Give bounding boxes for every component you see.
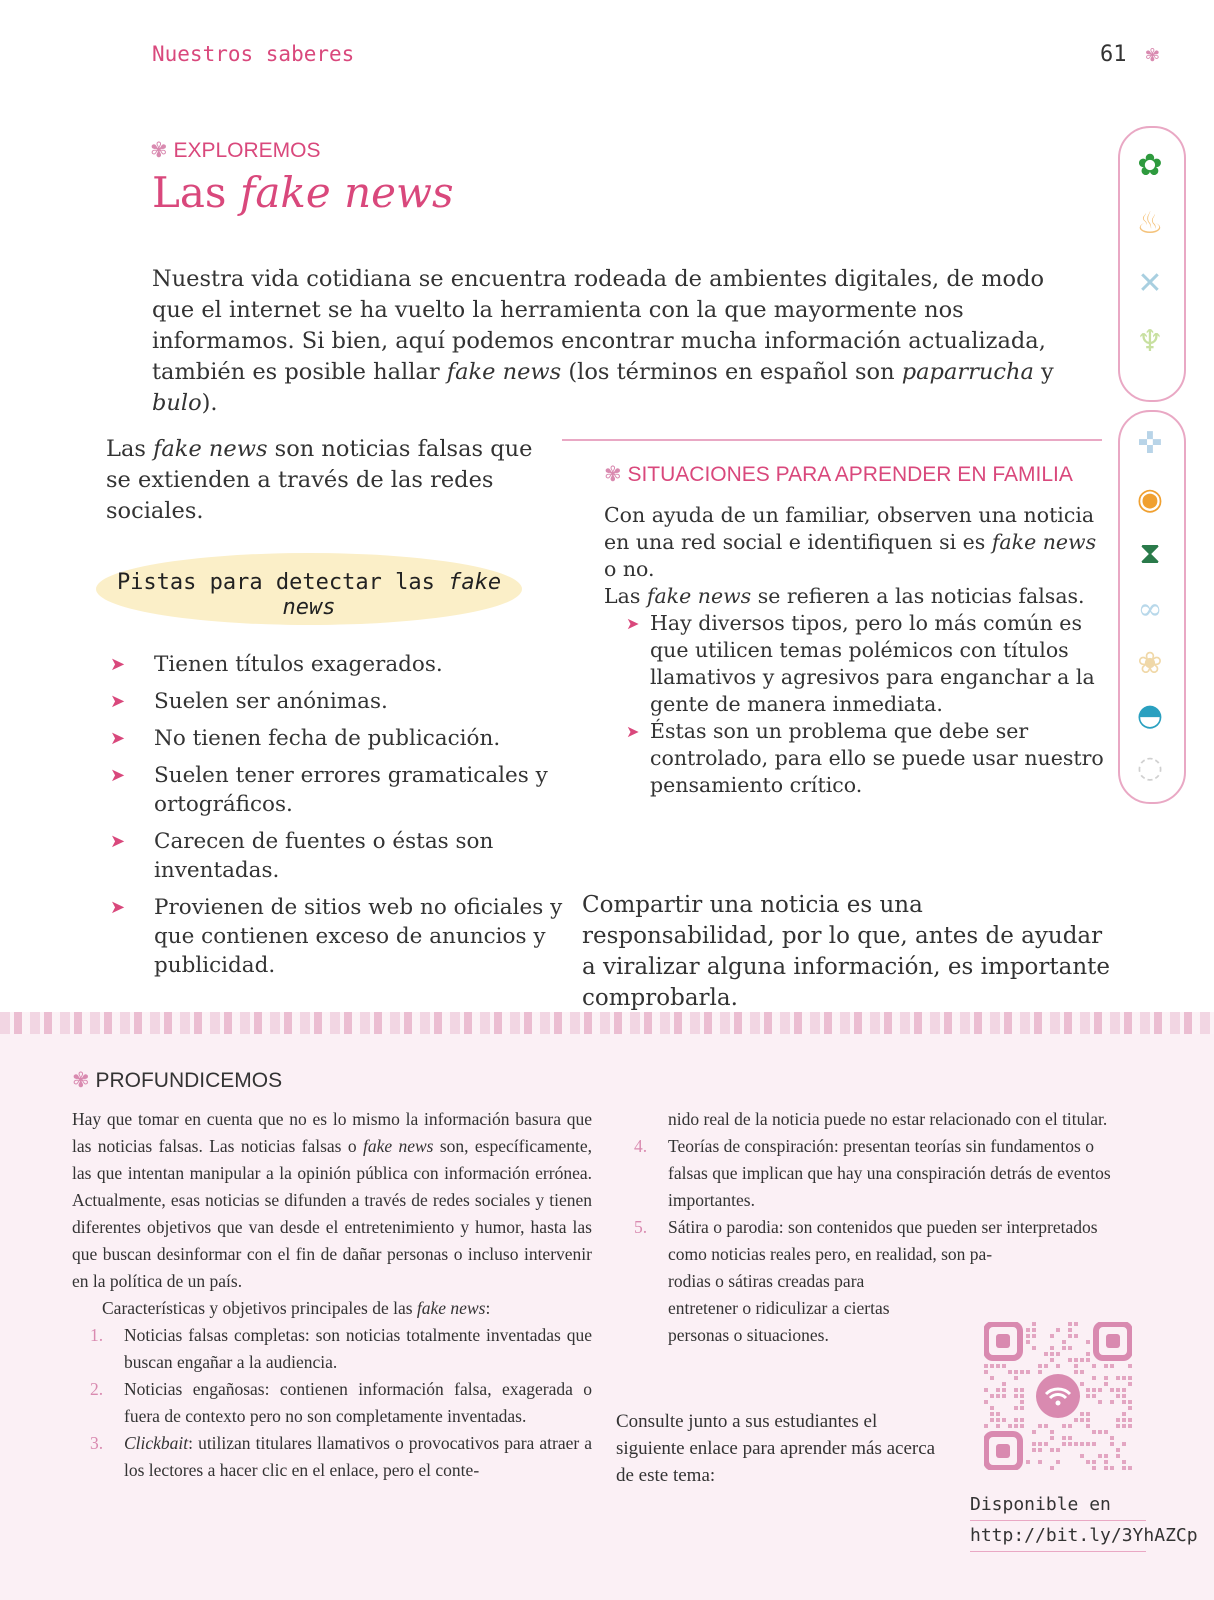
qr-module xyxy=(1056,1328,1060,1332)
qr-module xyxy=(1020,1424,1024,1428)
qr-module xyxy=(1080,1418,1084,1422)
qr-module xyxy=(1110,1442,1114,1446)
list-item-text: : utilizan titulares llamativos o provocativos para atraer a los lectores a hacer clic en el enlace, pero el conte- xyxy=(124,1433,592,1480)
qr-module xyxy=(1092,1394,1096,1398)
qr-module xyxy=(1038,1424,1042,1428)
family-paragraph-1 xyxy=(604,502,1104,583)
qr-module xyxy=(1032,1430,1036,1434)
qr-module xyxy=(1050,1346,1054,1350)
deepen-column-right xyxy=(630,1106,1130,1349)
qr-module xyxy=(996,1364,1000,1368)
qr-module xyxy=(1074,1322,1078,1326)
list-item-text: Noticias engañosas: contienen información falsa, exagerada o fuera de contexto pero no son completamente inventadas. xyxy=(124,1379,592,1426)
qr-module xyxy=(1002,1418,1006,1422)
qr-module xyxy=(1062,1424,1066,1428)
qr-module xyxy=(1008,1424,1012,1428)
qr-module xyxy=(1032,1448,1036,1452)
fam-p2b: se refieren a las noticias falsas. xyxy=(751,584,1085,608)
intro-text-3: ). xyxy=(201,390,218,416)
qr-module xyxy=(1002,1382,1006,1386)
qr-module xyxy=(1086,1460,1090,1464)
deep-p1b: son, específicamente, las que intentan manipular a la opinión pública con información errónea. Actualmente, esas noticias se difunden a través de redes sociales y tienen diferentes objetivos que van desde el entretenimiento y humor, hasta las que buscan desinformar con el fin de dañar personas o incluso intervenir en la política de un país. xyxy=(72,1136,592,1291)
intro-fake: fake news xyxy=(446,359,562,385)
qr-module xyxy=(1074,1358,1078,1362)
qr-module xyxy=(1026,1340,1030,1344)
qr-module xyxy=(1068,1424,1072,1428)
qr-code[interactable] xyxy=(984,1322,1132,1470)
list-item xyxy=(106,761,566,819)
clues-heading xyxy=(96,570,522,620)
qr-module xyxy=(1026,1370,1030,1374)
qr-module xyxy=(1116,1376,1120,1380)
share-paragraph: Compartir una noticia es una responsabilidad, por lo que, antes de ayudar a viralizar alguna información, es importante comprobarla. xyxy=(582,892,1111,1011)
list-item xyxy=(604,718,1104,799)
people-icon: ✕ xyxy=(1137,266,1163,301)
qr-module xyxy=(1128,1466,1132,1470)
qr-module xyxy=(1116,1448,1120,1452)
qr-module xyxy=(1074,1418,1078,1422)
qr-module xyxy=(1092,1466,1096,1470)
qr-module xyxy=(1116,1394,1120,1398)
qr-module xyxy=(1002,1364,1006,1368)
qr-module xyxy=(1092,1460,1096,1464)
qr-module xyxy=(1122,1394,1126,1398)
qr-module xyxy=(1080,1454,1084,1458)
qr-module xyxy=(1116,1424,1120,1428)
qr-module xyxy=(1068,1322,1072,1326)
family-divider xyxy=(562,439,1102,441)
qr-module xyxy=(1050,1334,1054,1338)
arrow-icon: ➤ xyxy=(110,691,126,712)
qr-module xyxy=(1014,1370,1018,1374)
qr-module xyxy=(1092,1376,1096,1380)
qr-module xyxy=(1122,1412,1126,1416)
qr-module xyxy=(1104,1430,1108,1434)
qr-module xyxy=(1080,1370,1084,1374)
qr-module xyxy=(1014,1418,1018,1422)
qr-module xyxy=(1068,1442,1072,1446)
list-item-text: Carecen de fuentes o éstas son inventadas. xyxy=(154,829,494,883)
family-label xyxy=(604,462,1073,487)
qr-module xyxy=(1080,1382,1084,1386)
def-pre: Las xyxy=(106,436,154,462)
qr-module xyxy=(1122,1460,1126,1464)
qr-module xyxy=(996,1424,1000,1428)
qr-module xyxy=(1008,1370,1012,1374)
deepen-paragraph-1 xyxy=(72,1106,592,1295)
list-item-text: Provienen de sitios web no oficiales y que contienen exceso de anuncios y publicidad. xyxy=(154,895,563,978)
list-item xyxy=(72,1322,592,1376)
family-paragraph-2 xyxy=(604,583,1104,610)
decorative-border xyxy=(0,1012,1214,1034)
qr-module xyxy=(1122,1466,1126,1470)
list-item-text: Sátira o parodia: son contenidos que pueden ser interpretados como noticias reales pero, en realidad, son pa- xyxy=(668,1217,1098,1264)
qr-module xyxy=(1110,1388,1114,1392)
figure-icon: ♨ xyxy=(1136,206,1164,241)
flower-icon: ✾ xyxy=(150,139,168,162)
qr-module xyxy=(1020,1370,1024,1374)
deep-p2b: : xyxy=(485,1298,491,1318)
clues-heading-fake: fake news xyxy=(282,570,502,620)
list-item-text: Teorías de conspiración: presentan teorías sin fundamentos o falsas que implican que hay una conspiración detrás de eventos importantes. xyxy=(668,1136,1111,1210)
explore-label-text: EXPLOREMOS xyxy=(173,139,321,162)
qr-module xyxy=(1074,1334,1078,1338)
qr-module xyxy=(1122,1418,1126,1422)
fam-p1b: o no. xyxy=(604,557,655,581)
intro-y: y xyxy=(1033,359,1054,385)
qr-module xyxy=(1068,1328,1072,1332)
qr-module xyxy=(1086,1388,1090,1392)
qr-module xyxy=(1128,1382,1132,1386)
qr-module xyxy=(1038,1364,1042,1368)
qr-module xyxy=(1098,1454,1102,1458)
qr-module xyxy=(1122,1442,1126,1446)
qr-module xyxy=(1086,1442,1090,1446)
page-number xyxy=(1100,42,1159,67)
deep-p1-fake: fake news xyxy=(362,1136,434,1156)
qr-module xyxy=(1116,1454,1120,1458)
qr-module xyxy=(1128,1406,1132,1410)
qr-module xyxy=(1104,1382,1108,1386)
qr-module xyxy=(1038,1448,1042,1452)
qr-module xyxy=(990,1418,994,1422)
list-item xyxy=(106,724,566,753)
clickbait-term: Clickbait xyxy=(124,1433,189,1453)
page-number-text: 61 xyxy=(1100,42,1127,67)
clues-list xyxy=(106,650,566,988)
qr-module xyxy=(990,1376,994,1380)
qr-module xyxy=(1080,1358,1084,1362)
qr-module xyxy=(1056,1448,1060,1452)
qr-module xyxy=(984,1364,988,1368)
qr-module xyxy=(1050,1358,1054,1362)
qr-module xyxy=(1038,1442,1042,1446)
deepen-paragraph-2 xyxy=(72,1295,592,1322)
flower-icon: ✾ xyxy=(604,463,622,486)
deepen-label xyxy=(72,1068,282,1093)
qr-module xyxy=(1044,1352,1048,1356)
fam-p1-fake: fake news xyxy=(991,530,1097,554)
qr-module xyxy=(996,1388,1000,1392)
qr-module xyxy=(1026,1334,1030,1338)
qr-module xyxy=(990,1412,994,1416)
list-item-text: Suelen ser anónimas. xyxy=(154,689,388,714)
availability-label: Disponible en xyxy=(970,1490,1146,1521)
qr-module xyxy=(1014,1376,1018,1380)
qr-module xyxy=(1128,1424,1132,1428)
intro-text-2: (los términos en español son xyxy=(561,359,902,385)
qr-module xyxy=(984,1424,988,1428)
qr-module xyxy=(1086,1424,1090,1428)
qr-module xyxy=(1038,1460,1042,1464)
list-number: 1. xyxy=(90,1325,104,1345)
qr-module xyxy=(1026,1328,1030,1332)
qr-module xyxy=(990,1364,994,1368)
family-list xyxy=(604,610,1104,799)
list-item-text: Éstas son un problema que debe ser controlado, para ello se puede usar nuestro pensamiento crítico. xyxy=(650,719,1104,797)
arrow-icon: ➤ xyxy=(110,765,126,786)
arrow-icon: ➤ xyxy=(110,654,126,675)
qr-module xyxy=(1044,1442,1048,1446)
list-item-continued: nido real de la noticia puede no estar relacionado con el titular. xyxy=(668,1109,1108,1129)
fam-p1a: Con ayuda de un familiar, observen una noticia en una red social e identifiquen si es xyxy=(604,503,1095,554)
title-prefix: Las xyxy=(152,168,240,217)
flower-icon: ✾ xyxy=(72,1069,90,1092)
list-number: 2. xyxy=(90,1379,104,1399)
deepen-list-cont xyxy=(630,1133,1130,1349)
arrow-icon: ➤ xyxy=(110,831,126,852)
definition-text xyxy=(106,434,546,527)
qr-module xyxy=(1074,1442,1078,1446)
list-item xyxy=(630,1133,1130,1214)
arrow-icon: ➤ xyxy=(626,614,640,633)
title-italic: fake news xyxy=(239,168,454,217)
qr-module xyxy=(1068,1346,1072,1350)
deepen-list xyxy=(72,1322,592,1484)
family-label-text: SITUACIONES PARA APRENDER EN FAMILIA xyxy=(627,463,1073,486)
def-fake: fake news xyxy=(153,436,268,462)
link-url[interactable]: http://bit.ly/3YhAZCp xyxy=(970,1521,1146,1552)
qr-module xyxy=(1104,1466,1108,1470)
qr-module xyxy=(1056,1460,1060,1464)
qr-module xyxy=(1074,1364,1078,1368)
qr-module xyxy=(1080,1442,1084,1446)
qr-module xyxy=(1050,1448,1054,1452)
qr-module xyxy=(1020,1400,1024,1404)
list-item-text: Noticias falsas completas: son noticias totalmente inventadas que buscan engañar a la audiencia. xyxy=(124,1325,592,1372)
qr-module xyxy=(990,1394,994,1398)
qr-module xyxy=(1062,1436,1066,1440)
diamond-icon: ✜ xyxy=(1137,426,1163,461)
qr-module xyxy=(1050,1352,1054,1356)
qr-module xyxy=(1116,1418,1120,1422)
qr-finder-top-left-core xyxy=(996,1334,1010,1348)
qr-module xyxy=(1104,1376,1108,1380)
intro-paparrucha: paparrucha xyxy=(901,359,1034,385)
qr-module xyxy=(984,1400,988,1404)
qr-module xyxy=(1104,1364,1108,1368)
qr-module xyxy=(1086,1394,1090,1398)
links-icon: ∞ xyxy=(1137,592,1163,627)
qr-module xyxy=(1050,1430,1054,1434)
qr-module xyxy=(1086,1352,1090,1356)
qr-module xyxy=(1038,1370,1042,1374)
intro-paragraph xyxy=(152,264,1062,419)
cycle-icon: ✿ xyxy=(1137,148,1163,183)
qr-module xyxy=(1056,1364,1060,1368)
qr-module xyxy=(1122,1424,1126,1428)
qr-module xyxy=(1110,1364,1114,1368)
deep-p1a: Hay que tomar en cuenta que no es lo mismo la información basura que las noticias falsas. Las noticias falsas o xyxy=(72,1109,592,1156)
list-item-text: Suelen tener errores gramaticales y ortográficos. xyxy=(154,763,548,817)
qr-module xyxy=(1050,1466,1054,1470)
qr-module xyxy=(1092,1442,1096,1446)
list-number: 4. xyxy=(634,1136,648,1156)
qr-module xyxy=(1074,1370,1078,1374)
qr-module xyxy=(1086,1358,1090,1362)
list-item-text: Hay diversos tipos, pero lo más común es que utilicen temas polémicos con títulos llamativos y agresivos para enganchar a la gente de manera inmediata. xyxy=(650,611,1095,716)
list-item xyxy=(106,827,566,885)
deep-p2a: Características y objetivos principales de las xyxy=(102,1298,417,1318)
deepen-label-text: PROFUNDICEMOS xyxy=(95,1069,283,1092)
qr-module xyxy=(1110,1436,1114,1440)
qr-module xyxy=(1092,1388,1096,1392)
intro-text-1: Nuestra vida cotidiana se encuentra rodeada de ambientes digitales, de modo que el internet se ha vuelto la herramienta con la que mayormente nos informamos. Si bien, aquí podemos encontrar mucha información actualizada, también es posible hallar xyxy=(152,266,1046,385)
qr-module xyxy=(1110,1400,1114,1404)
qr-module xyxy=(996,1394,1000,1398)
qr-module xyxy=(1014,1424,1018,1428)
qr-module xyxy=(1056,1352,1060,1356)
glyph-emblem-icon: ✾ xyxy=(1145,42,1159,67)
qr-module xyxy=(1086,1412,1090,1416)
list-item xyxy=(106,650,566,679)
qr-module xyxy=(1044,1424,1048,1428)
arrow-icon: ➤ xyxy=(110,728,126,749)
qr-module xyxy=(1122,1400,1126,1404)
qr-module xyxy=(1062,1340,1066,1344)
list-item-text-rest: rodias o sátiras creadas para entretener o ridiculizar a ciertas personas o situaciones. xyxy=(668,1271,890,1345)
bowl-icon: ◓ xyxy=(1136,698,1164,733)
page-title xyxy=(152,168,454,217)
qr-module xyxy=(1080,1412,1084,1416)
list-item-text: Tienen títulos exagerados. xyxy=(154,652,443,677)
qr-module xyxy=(1092,1364,1096,1368)
qr-module xyxy=(1014,1406,1018,1410)
qr-module xyxy=(1026,1460,1030,1464)
qr-module xyxy=(1104,1460,1108,1464)
qr-module xyxy=(1092,1430,1096,1434)
qr-module xyxy=(1014,1388,1018,1392)
qr-module xyxy=(990,1406,994,1410)
qr-module xyxy=(1032,1334,1036,1338)
intro-bulo: bulo xyxy=(152,390,202,416)
qr-module xyxy=(1032,1346,1036,1350)
arrow-icon: ➤ xyxy=(626,722,640,741)
consult-text: Consulte junto a sus estudiantes el siguiente enlace para aprender más acerca de este tema: xyxy=(616,1411,936,1486)
qr-module xyxy=(1086,1340,1090,1344)
qr-module xyxy=(1002,1394,1006,1398)
list-item xyxy=(106,893,566,980)
qr-module xyxy=(1128,1400,1132,1404)
qr-module xyxy=(1086,1418,1090,1422)
ring-icon: ◉ xyxy=(1136,482,1164,517)
qr-module xyxy=(1068,1436,1072,1440)
family-text xyxy=(604,502,1104,799)
qr-module xyxy=(1032,1442,1036,1446)
qr-module xyxy=(1002,1388,1006,1392)
def-post: son noticias falsas que se extienden a través de las redes sociales. xyxy=(106,436,533,524)
qr-module xyxy=(1068,1358,1072,1362)
hourglass-icon: ⧗ xyxy=(1139,536,1161,571)
wifi-icon-dot xyxy=(1056,1401,1061,1406)
qr-module xyxy=(1050,1436,1054,1440)
list-item xyxy=(106,687,566,716)
qr-module xyxy=(984,1370,988,1374)
clues-heading-pre: Pistas para detectar las xyxy=(116,570,449,595)
qr-module xyxy=(1044,1364,1048,1368)
qr-module xyxy=(1062,1442,1066,1446)
list-item xyxy=(604,610,1104,718)
qr-module xyxy=(1068,1334,1072,1338)
qr-module xyxy=(984,1388,988,1392)
qr-module xyxy=(996,1418,1000,1422)
qr-module xyxy=(1062,1346,1066,1350)
qr-module xyxy=(1014,1394,1018,1398)
qr-module xyxy=(1116,1388,1120,1392)
deep-p2-fake: fake news xyxy=(416,1298,486,1318)
qr-module xyxy=(1128,1364,1132,1368)
qr-finder-bottom-left-core xyxy=(996,1444,1010,1458)
person-icon: ♆ xyxy=(1136,324,1164,359)
qr-module xyxy=(1020,1394,1024,1398)
qr-module xyxy=(1110,1466,1114,1470)
list-number: 5. xyxy=(634,1217,648,1237)
qr-module xyxy=(1020,1406,1024,1410)
qr-module xyxy=(1122,1376,1126,1380)
qr-module xyxy=(1032,1328,1036,1332)
list-item xyxy=(72,1376,592,1430)
explore-label xyxy=(150,138,321,163)
availability-block xyxy=(970,1490,1198,1552)
circle-icon: ◌ xyxy=(1136,750,1164,785)
qr-module xyxy=(1122,1388,1126,1392)
list-item-text: No tienen fecha de publicación. xyxy=(154,726,501,751)
qr-module xyxy=(1098,1400,1102,1404)
qr-module xyxy=(1098,1430,1102,1434)
qr-module xyxy=(996,1412,1000,1416)
arrow-icon: ➤ xyxy=(110,897,126,918)
qr-module xyxy=(1128,1376,1132,1380)
fam-p2a: Las xyxy=(604,584,647,608)
qr-module xyxy=(1104,1454,1108,1458)
list-number: 3. xyxy=(90,1433,104,1453)
deepen-column-left xyxy=(72,1106,592,1484)
qr-module xyxy=(1020,1388,1024,1392)
running-header: Nuestros saberes xyxy=(152,42,355,66)
list-item xyxy=(72,1430,592,1484)
fam-p2-fake: fake news xyxy=(646,584,752,608)
qr-finder-top-right-core xyxy=(1106,1334,1120,1348)
lotus-icon: ❀ xyxy=(1137,646,1163,681)
qr-module xyxy=(1020,1418,1024,1422)
qr-module xyxy=(1098,1388,1102,1392)
qr-module xyxy=(1032,1322,1036,1326)
qr-module xyxy=(1128,1418,1132,1422)
